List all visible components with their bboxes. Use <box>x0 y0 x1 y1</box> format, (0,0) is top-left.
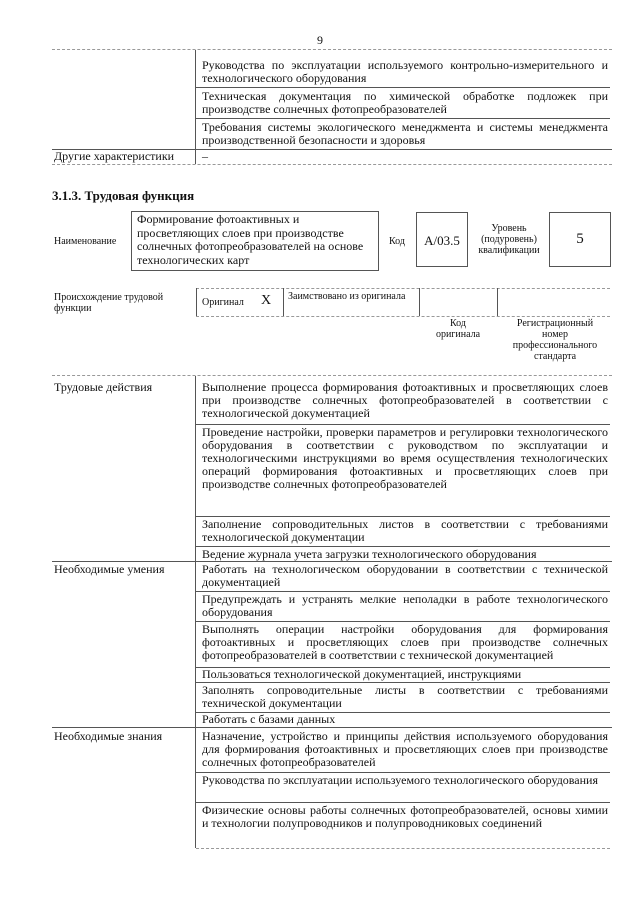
top-table-divider <box>195 50 196 164</box>
other-characteristics-label: Другие характеристики <box>54 149 175 163</box>
origin-bottom <box>196 316 610 317</box>
section-label-knowledge: Необходимые знания <box>54 729 163 743</box>
knowledge-item: Физические основы работы солнечных фотопреобразователей, основы химии и технологии полупроводников и полупроводниковых соединений <box>202 803 608 830</box>
section-sep-knowledge <box>52 727 612 728</box>
top-row-3: Требования системы экологического менеджмента и системы менеджмента производственной безопасности и здоровья <box>202 120 608 147</box>
origin-div-3 <box>497 288 498 316</box>
action-item: Выполнение процесса формирования фотоактивных и просветляющих слоев при производстве солнечных фотопреобразователей в соответствии с технологической документацией <box>202 380 608 420</box>
action-item: Заполнение сопроводительных листов в соответствии с требованиями технологической документации <box>202 517 608 544</box>
name-value: Формирование фотоактивных и просветляющих слоев при производстве солнечных фотопреобразователей на основе технологических карт <box>137 212 364 267</box>
section-label-actions: Трудовые действия <box>54 380 153 394</box>
main-table-divider <box>195 376 196 848</box>
top-table-bottom <box>52 164 612 165</box>
top-border <box>52 49 612 50</box>
section-title: 3.1.3. Трудовая функция <box>52 188 195 203</box>
code-value: А/03.5 <box>424 233 460 248</box>
level-value: 5 <box>576 231 584 247</box>
reg-number-label: Регистрационный номер профессионального стандарта <box>512 318 598 362</box>
knowledge-item: Назначение, устройство и принципы действия используемого оборудования для формирования фотоактивных и просветляющих слоев при производстве солнечных фотопреобразователей <box>202 729 608 769</box>
knowledge-item: Руководства по эксплуатации используемого технологического оборудования <box>202 773 598 787</box>
top-row-sep-1 <box>196 87 610 88</box>
top-row-1: Руководства по эксплуатации используемого контрольно-измерительного и технологического оборудования <box>202 58 608 85</box>
skill-item: Выполнять операции настройки оборудования для формирования фотоактивных и просветляющих слоев при производстве солнечных фотопреобразователей в соответствии с технической документацией <box>202 622 608 662</box>
skill-item: Предупреждать и устранять мелкие неполадки в работе технологического оборудования <box>202 592 608 619</box>
main-table-bottom <box>196 848 610 849</box>
borrowed-label: Заимствовано из оригинала <box>288 291 406 302</box>
skill-item: Работать на технологическом оборудовании в соответствии с технической документацией <box>202 562 608 589</box>
origin-div-0 <box>196 288 197 316</box>
name-label: Наименование <box>54 236 117 247</box>
origin-div-2 <box>419 288 420 316</box>
code-label: Код <box>389 236 405 247</box>
original-label: Оригинал <box>202 297 244 308</box>
origin-div-1 <box>283 288 284 316</box>
skill-item: Пользоваться технологической документацией, инструкциями <box>202 667 522 681</box>
skill-item: Работать с базами данных <box>202 712 336 726</box>
main-table-top <box>52 375 612 376</box>
other-characteristics-value: – <box>202 149 208 163</box>
section-label-skills: Необходимые умения <box>54 562 165 576</box>
code-original-label: Код оригинала <box>435 318 481 340</box>
page-number: 9 <box>317 33 323 47</box>
action-item: Проведение настройки, проверки параметров и регулировки технологического оборудования в соответствии с руководством по эксплуатации и технологическими инструкциями во время осуществления технологических операций формирования фотоактивных и просветляющих слоев при производстве солнечных фотопреобразователей <box>202 425 608 491</box>
action-item: Ведение журнала учета загрузки технологического оборудования <box>202 547 537 561</box>
level-label: Уровень (подуровень) квалификации <box>478 223 540 256</box>
top-row-2: Техническая документация по химической обработке подложек при производстве солнечных фотопреобразователей <box>202 89 608 116</box>
origin-label: Происхождение трудовой функции <box>54 292 164 314</box>
origin-top <box>196 288 610 289</box>
original-mark: X <box>261 293 272 308</box>
skill-item: Заполнять сопроводительные листы в соответствии с требованиями технической документации <box>202 683 608 710</box>
top-row-sep-2 <box>196 118 610 119</box>
